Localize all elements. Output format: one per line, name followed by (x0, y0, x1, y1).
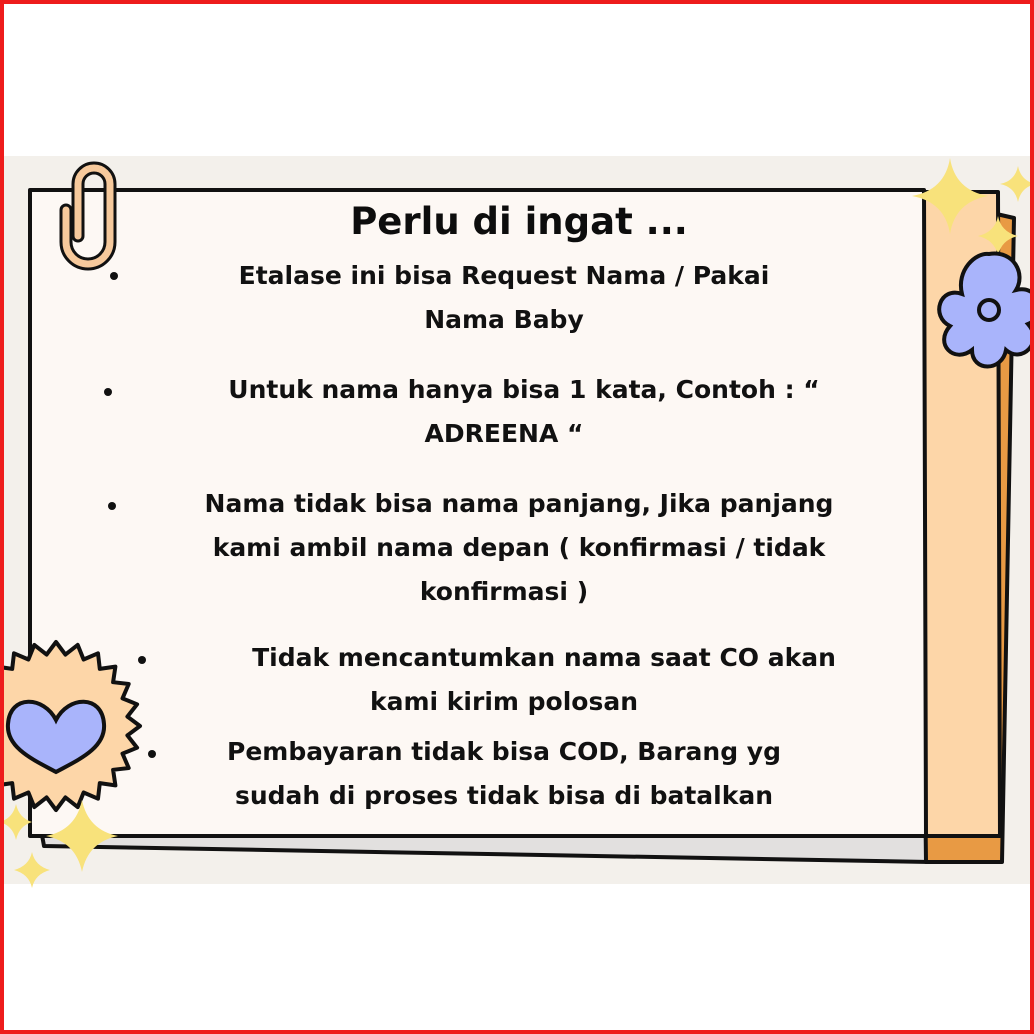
list-item-line: ADREENA “ (424, 419, 584, 448)
list-item (104, 368, 904, 456)
sparkle-icon (14, 852, 50, 888)
bullet-dot-icon (138, 656, 146, 664)
list-item (104, 730, 904, 818)
note-content (104, 194, 904, 834)
list-item-line: kami ambil nama depan ( konfirmasi / tidak (212, 533, 826, 562)
list-item-line: Pembayaran tidak bisa COD, Barang yg (227, 737, 781, 766)
list-item-line: Nama tidak bisa nama panjang, Jika panjang (204, 489, 834, 518)
list-item-line: Tidak mencantumkan nama saat CO akan (252, 643, 836, 672)
list-item-line: konfirmasi ) (419, 577, 589, 606)
list-item (104, 254, 904, 342)
list-item-line: Etalase ini bisa Request Nama / Pakai (238, 261, 770, 290)
bullet-dot-icon (110, 272, 118, 280)
note-title: Perlu di ingat ... (350, 200, 688, 243)
list-item-line: kami kirim polosan (369, 687, 639, 716)
list-item-line: Nama Baby (424, 305, 584, 334)
bullet-dot-icon (148, 750, 156, 758)
list-item (104, 482, 904, 614)
sparkle-icon (1000, 166, 1034, 202)
sparkle-icon (4, 804, 32, 840)
bullet-dot-icon (108, 502, 116, 510)
list-item-line: Untuk nama hanya bisa 1 kata, Contoh : “ (228, 375, 820, 404)
bullet-dot-icon (104, 388, 112, 396)
list-item (104, 636, 904, 724)
list-item-line: sudah di proses tidak bisa di batalkan (234, 781, 774, 810)
